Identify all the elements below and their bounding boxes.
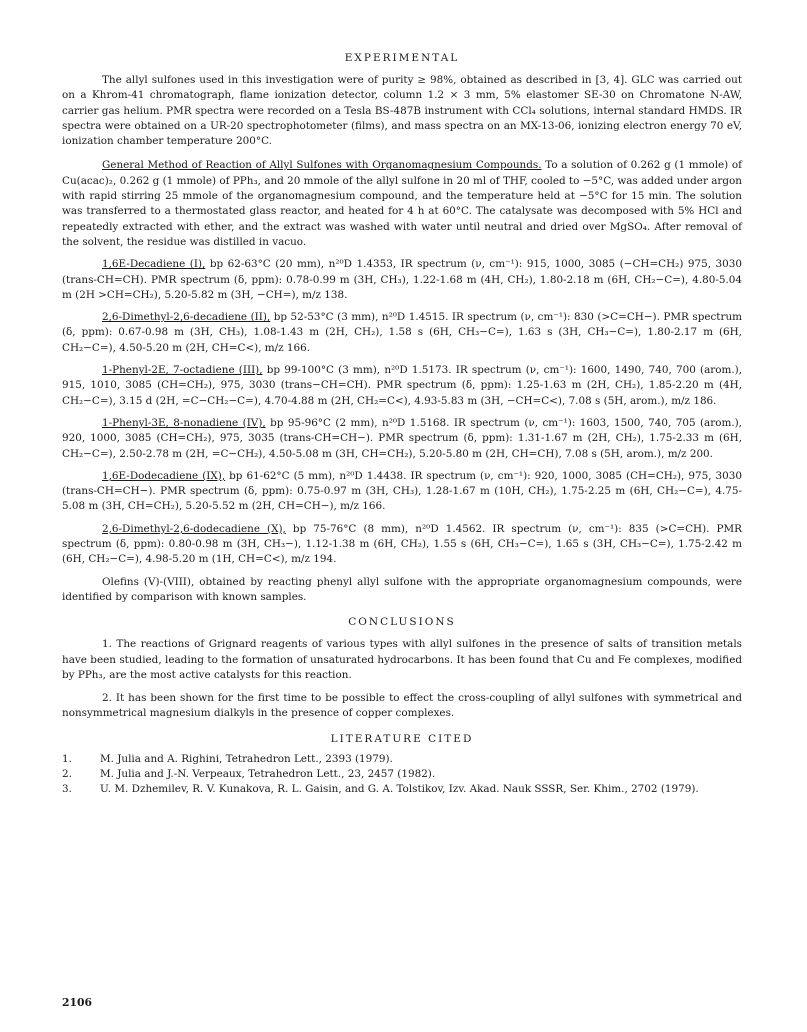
olefins-paragraph: Olefins (V)-(VIII), obtained by reacting phenyl allyl sulfone with the appropriate organomagnesium compounds, were identified by comparison with known samples. [62, 575, 742, 603]
compound-5-name: 1,6E-Dodecadiene (IX), [102, 469, 226, 482]
general-method-paragraph [62, 158, 742, 250]
conclusions-heading: CONCLUSIONS [348, 616, 456, 629]
reference-item [62, 752, 742, 767]
compound-6-data: bp 75-76°C (8 mm), n²⁰D 1.4562. IR spectrum (ν, cm⁻¹): 835 (>C=CH). PMR spectrum (δ, ppm): 0.80-0.98 m (3H, CH₃−), 1.12-1.38 m (6H, CH₂), 1.55 s (6H, CH₃−C=), 1.65 s (3H, CH₃−C=), 1.75-2.42 m (6H, CH₂−C=), 4.98-5.20 m (1H, CH=C<), m/z 194. [62, 522, 742, 566]
reference-text: M. Julia and A. Righini, Tetrahedron Lett., 2393 (1979). [100, 752, 393, 765]
reference-text: M. Julia and J.-N. Verpeaux, Tetrahedron Lett., 23, 2457 (1982). [100, 767, 436, 780]
compound-2-data: bp 52-53°C (3 mm), n²⁰D 1.4515. IR spectrum (ν, cm⁻¹): 830 (>C=CH−). PMR spectrum (δ, ppm): 0.67-0.98 m (3H, CH₃), 1.08-1.43 m (2H, CH₂), 1.58 s (6H, CH₃−C=), 1.63 s (3H, CH₃−C=), 1.80-2.17 m (6H, CH₂−C=), 4.50-5.20 m (2H, CH=C<), m/z 166. [62, 311, 742, 354]
compound-3-data: bp 99-100°C (3 mm), n²⁰D 1.5173. IR spectrum (ν, cm⁻¹): 1600, 1490, 740, 700 (arom.), 915, 1010, 3085 (CH=CH₂), 975, 3030 (trans−CH=CH). PMR spectrum (δ, ppm): 1.25-1.63 m (2H, CH₂), 1.85-2.20 m (4H, CH₂−C=), 3.15 d (2H, =C−CH₂−C=), 4.70-4.88 m (2H, CH₂=C<), 4.93-5.83 m (3H, −CH=C<), 7.08 s (5H, arom.), m/z 186. [62, 364, 742, 407]
compound-4-name: 1-Phenyl-3E, 8-nonadiene (IV), [102, 416, 266, 429]
compound-6-name: 2,6-Dimethyl-2,6-dodecadiene (X), [102, 522, 286, 535]
general-method-title: General Method of Reaction of Allyl Sulfones with Organomagnesium Compounds. [102, 159, 542, 172]
compound-3-paragraph [62, 363, 742, 409]
conclusion-2: 2. It has been shown for the first time to be possible to effect the cross-coupling of allyl sulfones with symmetrical and nonsymmetrical magnesium dialkyls in the presence of copper complexes. [62, 692, 742, 720]
compound-4-data: bp 95-96°C (2 mm), n²⁰D 1.5168. IR spectrum (ν, cm⁻¹): 1603, 1500, 740, 705 (arom.), 920, 1000, 3085 (CH=CH₂), 975, 3035 (trans-CH=CH−). PMR spectrum (δ, ppm): 1.31-1.67 m (2H, CH₂), 1.75-2.33 m (6H, CH₂−C=), 2.50-2.78 m (2H, =C−CH₂), 4.50-5.08 m (3H, CH=CH₂), 5.20-5.80 m (2H, CH=CH), 7.08 s (5H, arom.), m/z 200. [62, 416, 742, 460]
reference-item [62, 782, 742, 797]
compound-1-data: bp 62-63°C (20 mm), n²⁰D 1.4353, IR spectrum (ν, cm⁻¹): 915, 1000, 3085 (−CH=CH₂) 975, 3030 (trans-CH=CH). PMR spectrum (δ, ppm): 0.78-0.99 m (3H, CH₃), 1.22-1.68 m (4H, CH₂), 1.80-2.18 m (6H, CH₂−C=), 4.80-5.04 m (2H >CH=CH₂), 5.20-5.82 m (3H, −CH=), m/z 138. [62, 258, 742, 301]
reference-text: U. M. Dzhemilev, R. V. Kunakova, R. L. Gaisin, and G. A. Tolstikov, Izv. Akad. Nauk SSSR, Ser. Khim., 2702 (1979). [100, 783, 699, 796]
compound-1-name: 1,6E-Decadiene (I), [102, 258, 206, 271]
reference-number: 1. [62, 752, 72, 765]
page-body [62, 52, 742, 798]
compound-2-name: 2,6-Dimethyl-2,6-decadiene (II), [102, 311, 271, 324]
general-method-text: To a solution of 0.262 g (1 mmole) of Cu(acac)₂, 0.262 g (1 mmole) of PPh₃, and 20 mmole of the allyl sulfone in 20 ml of THF, cooled to −5°C, was added under argon with rapid stirring 25 mmole of the organomagnesium compound, and the temperature held at −5°C for 15 min. The solution was transferred to a thermostated glass reactor, and heated for 4 h at 60°C. The catalysate was decomposed with 5% HCl and repeatedly extracted with ether, and the extract was washed with water until neutral and dried over MgSO₄. After removal of the solvent, the residue was distilled in vacuo. [62, 159, 742, 248]
reference-number: 2. [62, 767, 72, 780]
compound-1-paragraph [62, 257, 742, 303]
compound-6-paragraph [62, 522, 742, 568]
reference-number: 3. [62, 783, 72, 796]
page-number: 2106 [62, 996, 93, 1009]
conclusion-1: 1. The reactions of Grignard reagents of various types with allyl sulfones in the presence of salts of transition metals have been studied, leading to the formation of unsaturated hydrocarbons. It has been found that Cu and Fe complexes, modified by PPh₃, are the most active catalysts for this reaction. [62, 638, 742, 681]
compound-5-data: bp 61-62°C (5 mm), n²⁰D 1.4438. IR spectrum (ν, cm⁻¹): 920, 1000, 3085 (CH=CH₂), 975, 3030 (trans-CH=CH−). PMR spectrum (δ, ppm): 0.75-0.97 m (3H, CH₃), 1.28-1.67 m (10H, CH₂), 1.75-2.25 m (6H, CH₂−C=), 4.75-5.08 m (3H, CH=CH₂), 5.20-5.52 m (2H, CH=CH−), m/z 166. [62, 469, 742, 513]
experimental-intro: The allyl sulfones used in this investigation were of purity ≥ 98%, obtained as described in [3, 4]. GLC was carried out on a Khrom-41 chromatograph, flame ionization detector, column 1.2 × 3 mm, 5% elastomer SE-30 on Chromatone N-AW, carrier gas helium. PMR spectra were recorded on a Tesla BS-487B instrument with CCl₄ solutions, internal standard HMDS. IR spectra were obtained on a UR-20 spectrophotometer (films), and mass spectra on an MX-13-06, ionizing electron energy 70 eV, ionization chamber temperature 200°C. [62, 74, 742, 148]
compound-2-paragraph [62, 310, 742, 356]
compound-5-paragraph [62, 469, 742, 515]
compound-3-name: 1-Phenyl-2E, 7-octadiene (III), [102, 364, 263, 377]
compound-4-paragraph [62, 416, 742, 462]
literature-heading: LITERATURE CITED [330, 732, 474, 745]
experimental-heading: EXPERIMENTAL [344, 52, 460, 64]
reference-item [62, 767, 742, 782]
reference-list [62, 752, 742, 798]
